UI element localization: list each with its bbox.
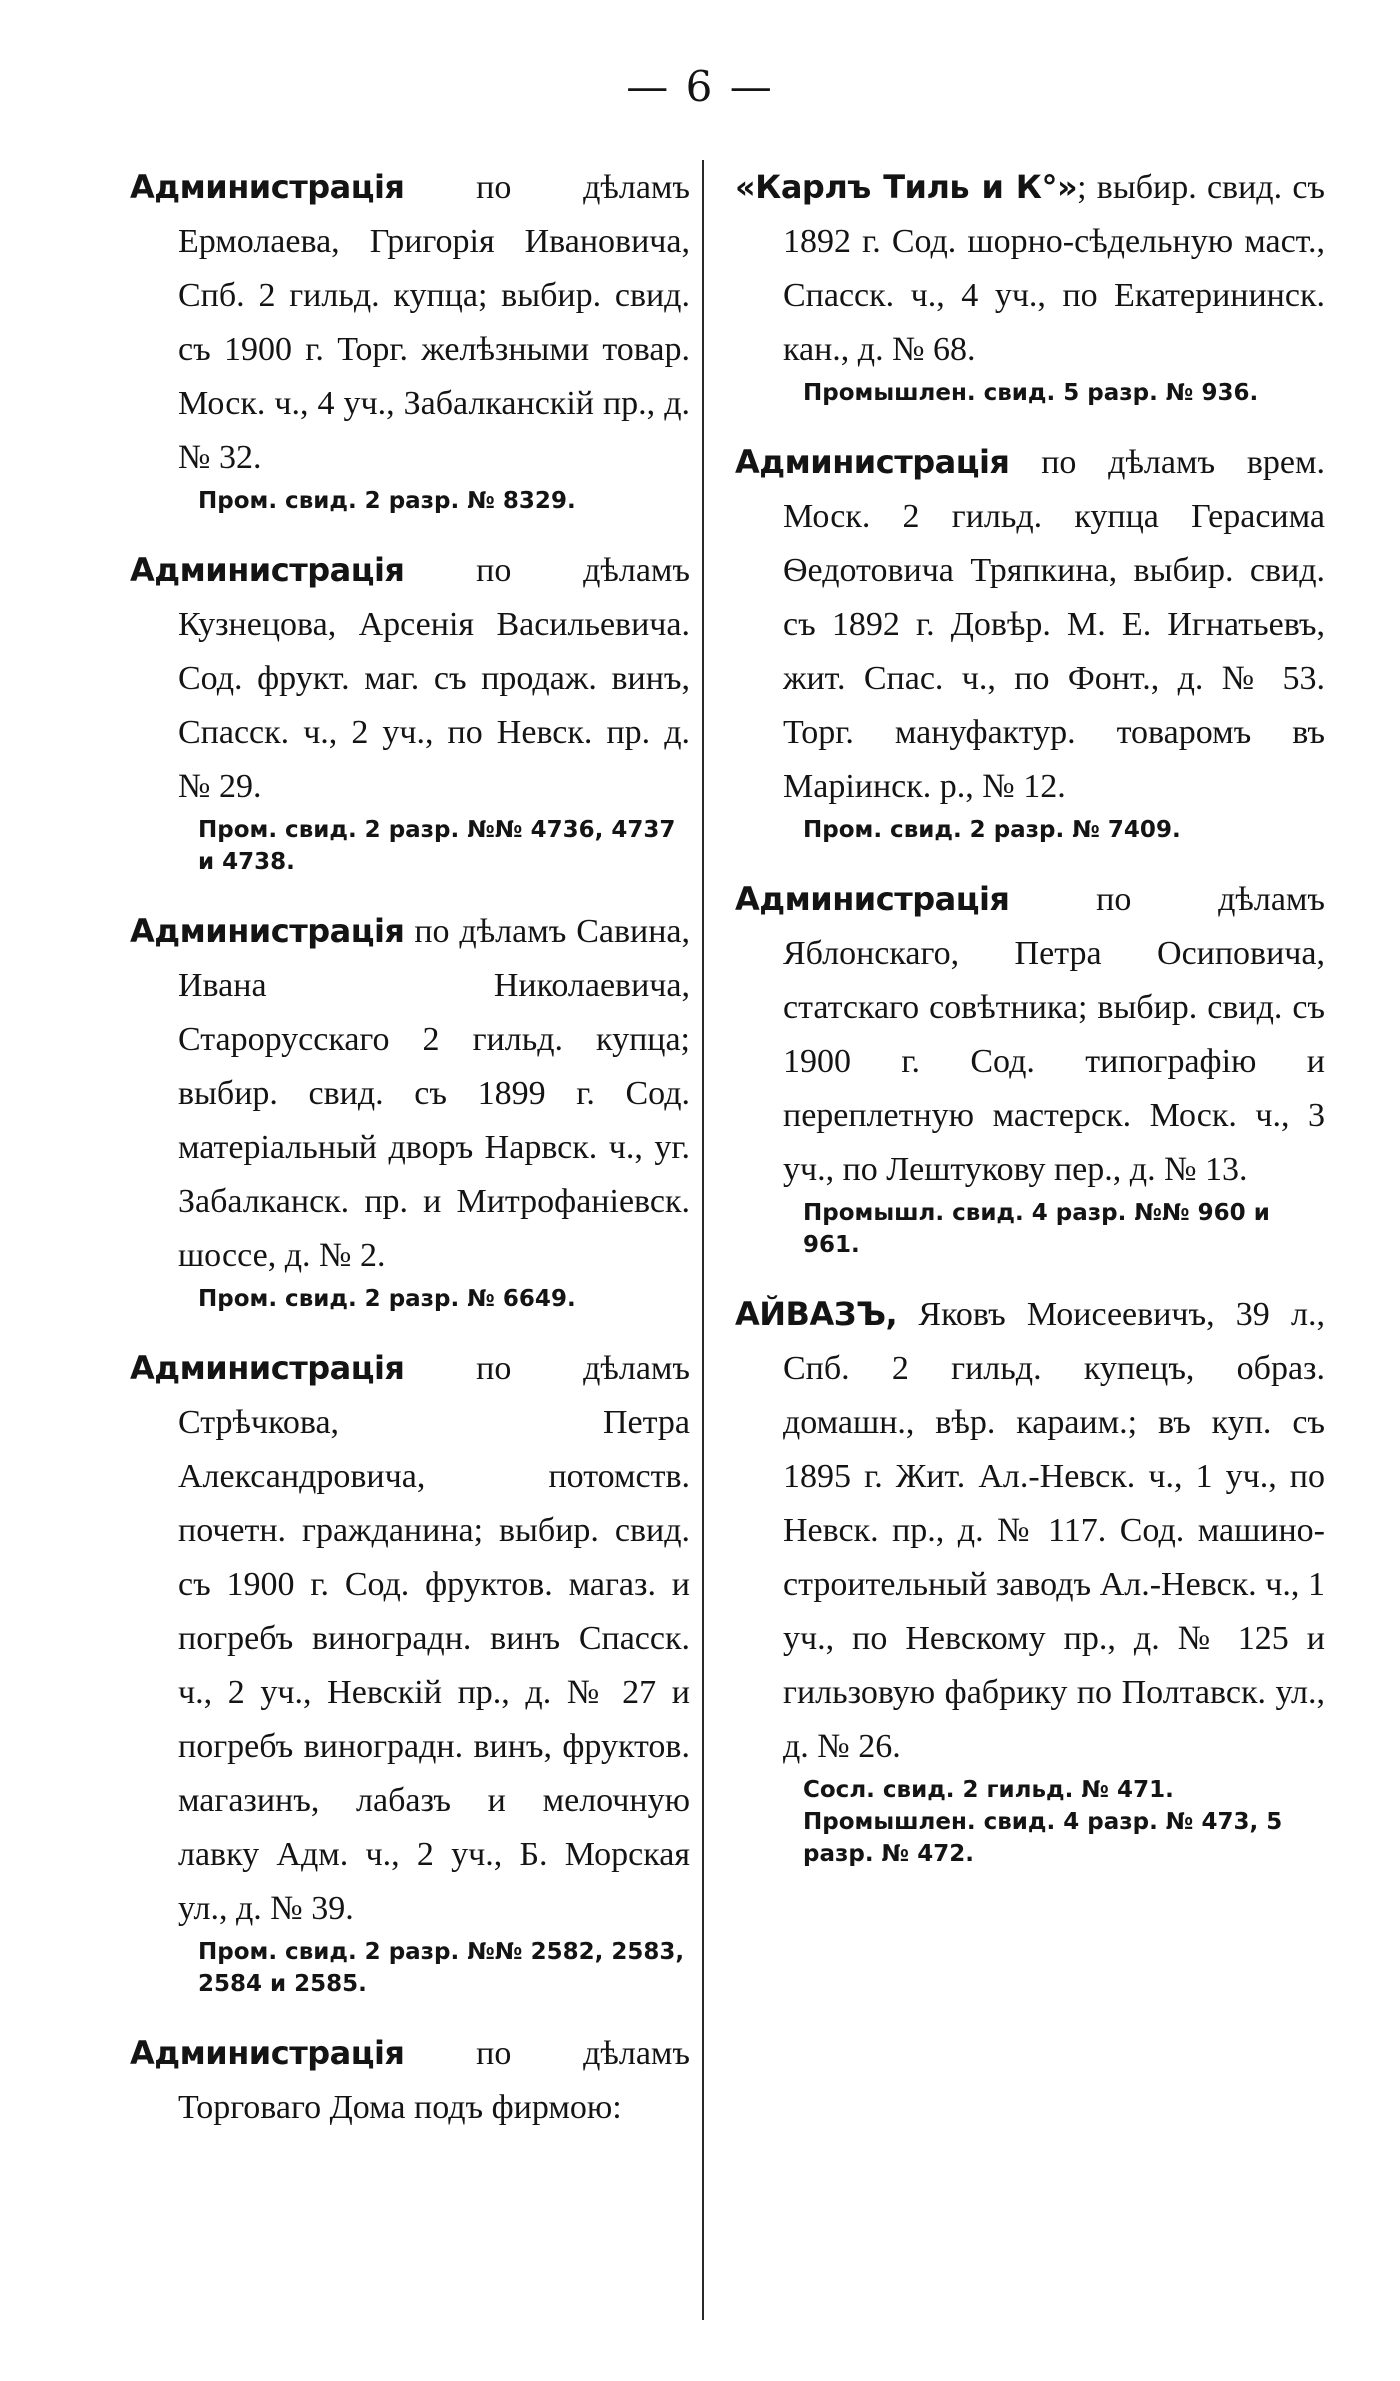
entry-certificate: Промышлен. свид. 5 разр. № 936.	[803, 380, 1259, 406]
entry-text	[130, 543, 690, 814]
entry-heading: Администрація	[130, 912, 405, 950]
entry-text	[130, 160, 690, 485]
entry-text	[130, 1341, 690, 1936]
entry-heading: Администрація	[735, 443, 1010, 481]
entry-text	[735, 1287, 1325, 1774]
entry-text	[130, 2026, 690, 2135]
entry-certificate: Промышл. свид. 4 разр. №№ 960 и 961.	[803, 1200, 1270, 1258]
entry-certificate: Сосл. свид. 2 гильд. № 471. Промышлен. свид. 4 разр. № 473, 5 разр. № 472.	[803, 1777, 1283, 1867]
entry-body: по дѣламъ Ермолаева, Григорія Ивановича, Спб. 2 гильд. купца; выбир. свид. съ 1900 г. Торг. желѣзными товар. Моск. ч., 4 уч., Забалканскій пр., д. № 32.	[178, 169, 690, 476]
column-divider	[702, 160, 704, 2320]
entry-heading: Администрація	[130, 168, 405, 206]
entry-certificate: Пром. свид. 2 разр. № 7409.	[803, 817, 1181, 843]
entry-text	[130, 904, 690, 1283]
entry-heading: Администрація	[735, 880, 1010, 918]
entry-heading: Администрація	[130, 2034, 405, 2072]
entry-yablonsky	[735, 872, 1325, 1261]
entry-strechkov	[130, 1341, 690, 2000]
entry-savin	[130, 904, 690, 1315]
entry-certificate: Пром. свид. 2 разр. № 6649.	[198, 1286, 576, 1312]
entry-heading: «Карлъ Тиль и К°»	[735, 168, 1078, 206]
entry-tryapkin	[735, 435, 1325, 846]
entry-body: ; выбир. свид. съ 1892 г. Сод. шорно-сѣдельную маст., Спасск. ч., 4 уч., по Екатерининск. кан., д. № 68.	[783, 169, 1325, 368]
entry-body: по дѣламъ Савина, Ивана Николаевича, Старорусскаго 2 гильд. купца; выбир. свид. съ 1899 г. Сод. матеріальный дворъ Нарвск. ч., уг. Забалканск. пр. и Митрофаніевск. шоссе, д. № 2.	[178, 913, 690, 1274]
entry-trading-house	[130, 2026, 690, 2135]
entry-body: по дѣламъ Стрѣчкова, Петра Александровича, потомств. почетн. гражданина; выбир. свид. съ 1900 г. Сод. фруктов. магаз. и погребъ виноградн. винъ Спасск. ч., 2 уч., Невскій пр., д. № 27 и погребъ виноградн. винъ, фруктов. магазинъ, лабазъ и мелочную лавку Адм. ч., 2 уч., Б. Морская ул., д. № 39.	[178, 1350, 690, 1927]
page-number: — 6 —	[626, 62, 774, 111]
entry-heading: Администрація	[130, 1349, 405, 1387]
entry-certificate: Пром. свид. 2 разр. № 8329.	[198, 488, 576, 514]
entry-kuznetsov	[130, 543, 690, 878]
entry-body: по дѣламъ врем. Моск. 2 гильд. купца Герасима Ѳедотовича Тряпкина, выбир. свид. съ 1892 г. Довѣр. М. Е. Игнатьевъ, жит. Спас. ч., по Фонт., д. № 53. Торг. мануфактур. товаромъ въ Маріинск. р., № 12.	[783, 444, 1325, 805]
entry-karl-til	[735, 160, 1325, 409]
entry-body: Яковъ Моисеевичъ, 39 л., Спб. 2 гильд. купецъ, образ. домашн., вѣр. караим.; въ куп. съ 1895 г. Жит. Ал.-Невск. ч., 1 уч., по Невск. пр., д. № 117. Сод. машино-строительный заводъ Ал.-Невск. ч., 1 уч., по Невскому пр., д. № 125 и гильзовую фабрику по Полтавск. ул., д. № 26.	[783, 1296, 1325, 1765]
entry-certificate: Пром. свид. 2 разр. №№ 4736, 4737 и 4738.	[198, 817, 676, 875]
entry-aivaz	[735, 1287, 1325, 1870]
right-column	[735, 160, 1325, 1896]
entry-certificate: Пром. свид. 2 разр. №№ 2582, 2583, 2584 и 2585.	[198, 1939, 685, 1997]
entry-text	[735, 872, 1325, 1197]
entry-body: по дѣламъ Кузнецова, Арсенія Васильевича. Сод. фрукт. маг. съ продаж. винъ, Спасск. ч., 2 уч., по Невск. пр. д. № 29.	[178, 552, 690, 805]
entry-text	[735, 160, 1325, 377]
left-column	[130, 160, 690, 2145]
entry-heading: Администрація	[130, 551, 405, 589]
entry-heading: АЙВАЗЪ,	[735, 1295, 898, 1333]
entry-yermolaev	[130, 160, 690, 517]
entry-text	[735, 435, 1325, 814]
entry-body: по дѣламъ Торговаго Дома подъ фирмою:	[178, 2035, 690, 2126]
entry-body: по дѣламъ Яблонскаго, Петра Осиповича, статскаго совѣтника; выбир. свид. съ 1900 г. Сод. типографію и переплетную мастерск. Моск. ч., 3 уч., по Лештукову пер., д. № 13.	[783, 881, 1325, 1188]
